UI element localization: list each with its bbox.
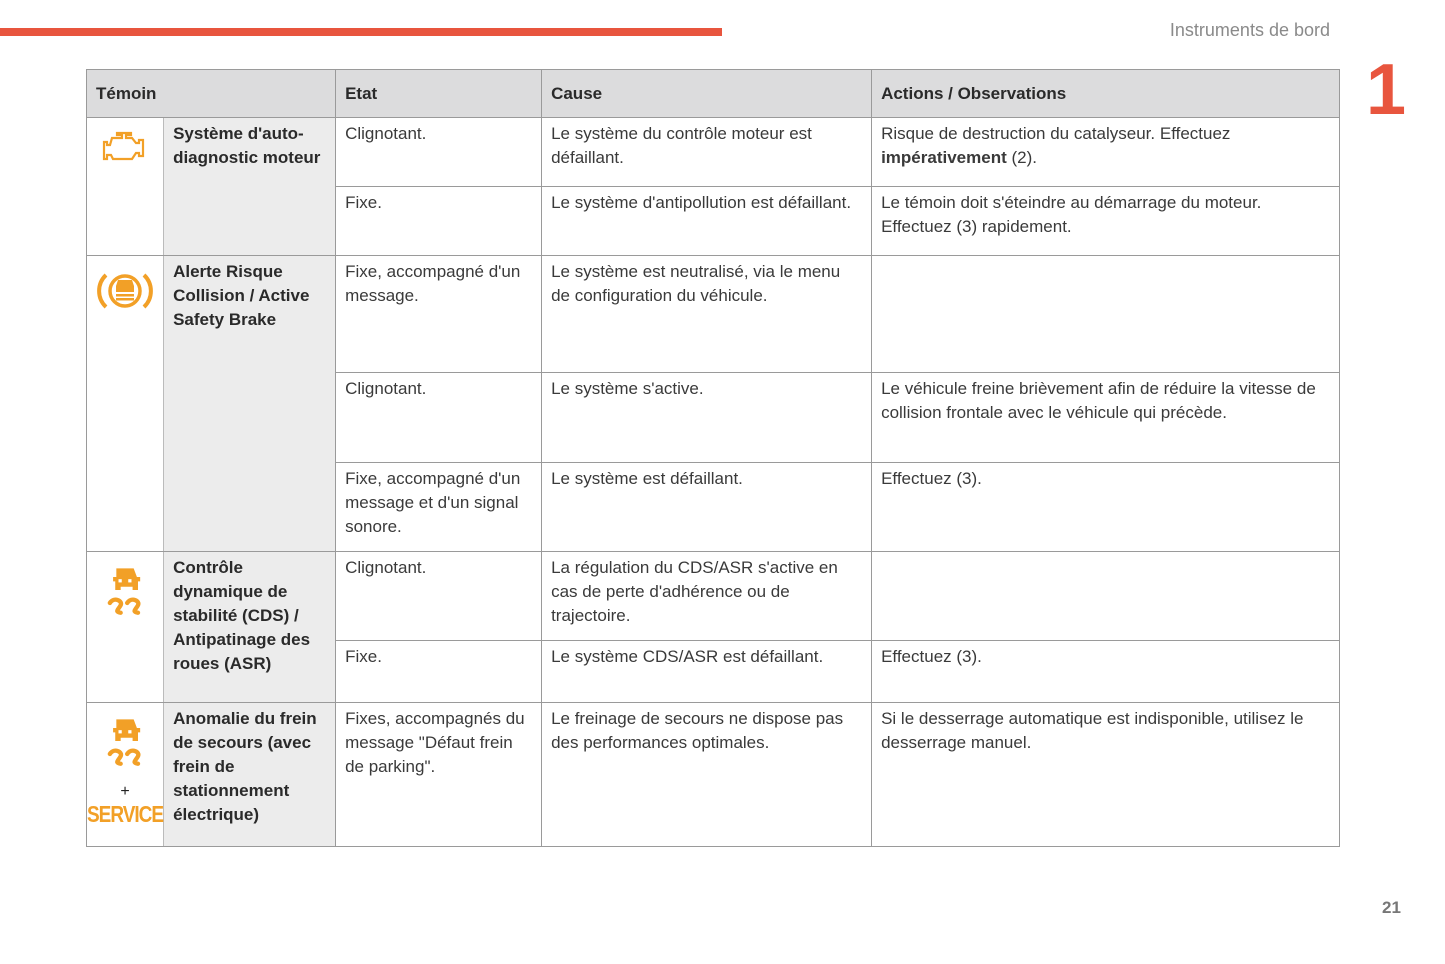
warning-light-name: Système d'auto-diagnostic moteur [164,118,336,256]
etat-cell: Fixe, accompagné d'un message. [336,256,542,373]
etat-cell: Clignotant. [336,118,542,187]
action-cell [872,118,1340,187]
warning-light-name: Alerte Risque Collision / Active Safety Brake [164,256,336,552]
etat-cell: Fixes, accompagnés du message "Défaut frein de parking". [336,703,542,847]
cause-cell: Le système du contrôle moteur est défaillant. [542,118,872,187]
plus-sign: + [120,783,130,800]
action-cell [872,641,1340,703]
table-row [87,703,1340,847]
cause-cell: La régulation du CDS/ASR s'active en cas de perte d'adhérence ou de trajectoire. [542,552,872,641]
cause-cell: Le système est défaillant. [542,463,872,552]
warning-light-cell [87,118,164,256]
chapter-number: 1 [1366,50,1407,130]
warning-light-name: Anomalie du frein de secours (avec frein de stationnement électrique) [164,703,336,847]
action-text: Risque de destruction du catalyseur. Effectuez [881,124,1231,143]
warning-light-cell [87,552,164,703]
action-text: Le témoin doit s'éteindre au démarrage du moteur. Effectuez (3) rapidement. [881,193,1262,236]
service-icon: SERVICE [87,802,164,828]
etat-cell: Fixe, accompagné d'un message et d'un signal sonore. [336,463,542,552]
action-text: Si le desserrage automatique est indisponible, utilisez le desserrage manuel. [881,709,1304,752]
action-text: Le véhicule freine brièvement afin de réduire la vitesse de collision frontale avec le véhicule qui précède. [881,379,1316,422]
stability-control-icon [100,601,150,620]
cause-cell: Le freinage de secours ne dispose pas des performances optimales. [542,703,872,847]
etat-cell: Clignotant. [336,373,542,463]
warning-light-cell [87,256,164,552]
stability-control-service-icon [100,752,150,771]
page-number: 21 [1382,898,1401,917]
cause-cell: Le système est neutralisé, via le menu de configuration du véhicule. [542,256,872,373]
action-cell [872,187,1340,256]
col-header-cause: Cause [542,70,872,118]
cause-cell: Le système CDS/ASR est défaillant. [542,641,872,703]
col-header-temoin: Témoin [87,70,336,118]
col-header-actions: Actions / Observations [872,70,1340,118]
action-text: Effectuez (3). [881,647,982,666]
section-title: Instruments de bord [1169,20,1330,40]
etat-cell: Fixe. [336,187,542,256]
table-row [87,118,1340,187]
action-cell [872,463,1340,552]
col-header-etat: Etat [336,70,542,118]
action-emphasis: impérativement [881,148,1007,167]
warning-light-name: Contrôle dynamique de stabilité (CDS) / Antipatinage des roues (ASR) [164,552,336,703]
table-row [87,552,1340,641]
etat-cell: Fixe. [336,641,542,703]
accent-bar [0,28,722,36]
action-cell [872,552,1340,641]
engine-icon [100,155,150,174]
etat-cell: Clignotant. [336,552,542,641]
action-cell [872,703,1340,847]
collision-alert-icon [97,299,153,318]
warning-lights-table [86,69,1340,847]
action-text: Effectuez (3). [881,469,982,488]
action-text-end: (2). [1006,148,1037,167]
action-cell [872,373,1340,463]
cause-cell: Le système d'antipollution est défaillant. [542,187,872,256]
action-cell [872,256,1340,373]
cause-cell: Le système s'active. [542,373,872,463]
table-row [87,256,1340,373]
warning-light-cell [87,703,164,847]
